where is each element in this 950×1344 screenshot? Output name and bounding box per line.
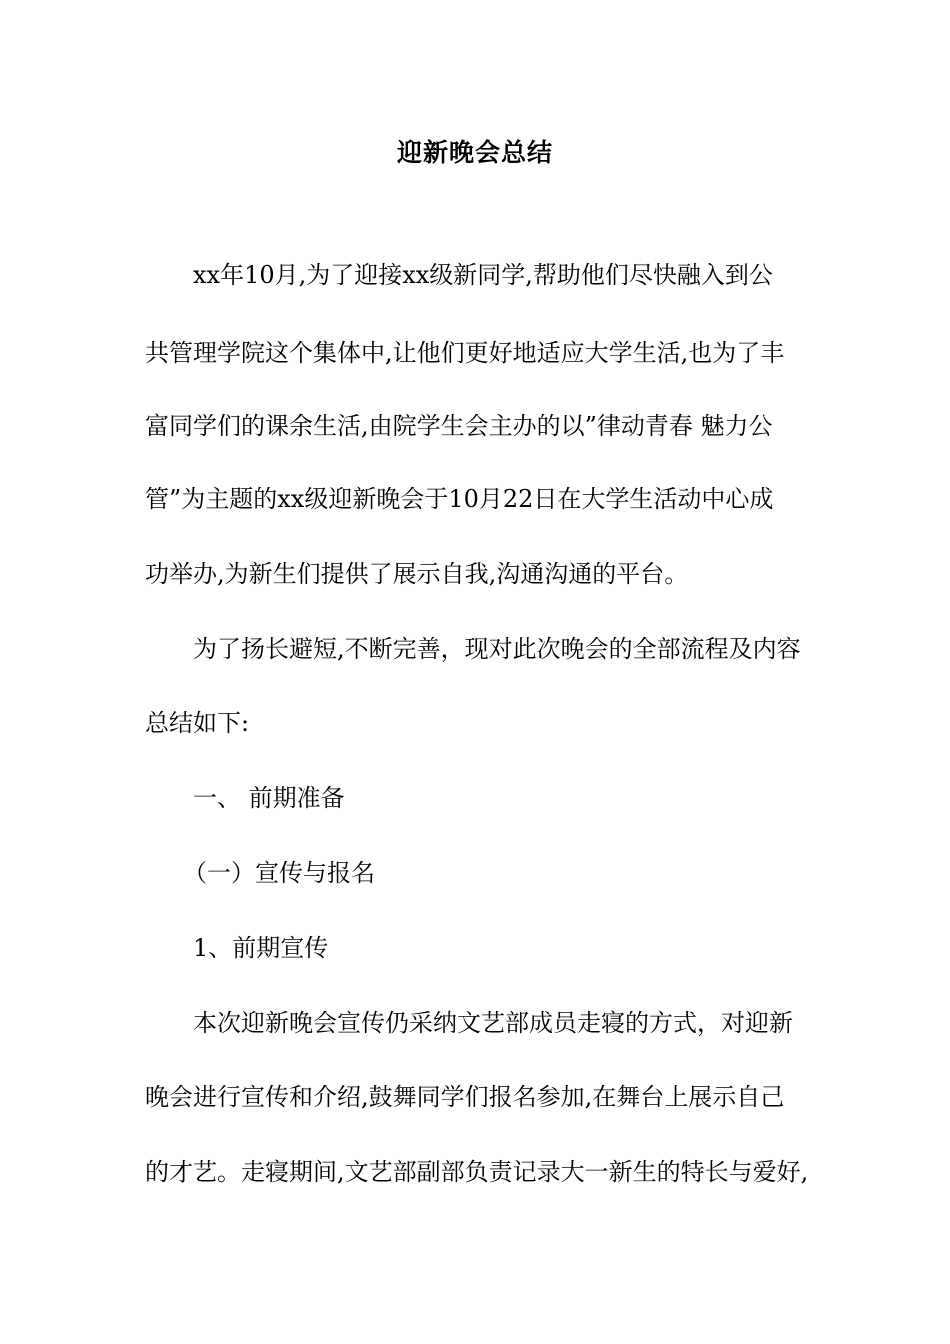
paragraph-1-line-4: 管”为主题的xx级迎新晚会于10月22日在大学生活动中心成 (145, 485, 774, 513)
paragraph-1-line-2: 共管理学院这个集体中,让他们更好地适应大学生活,也为了丰 (145, 339, 785, 367)
paragraph-1-line-3: 富同学们的课余生活,由院学生会主办的以”律动青春 魅力公 (145, 412, 773, 440)
paragraph-1-line-1: xx年10月,为了迎接xx级新同学,帮助他们尽快融入到公 (193, 261, 773, 289)
paragraph-3-line-1: 本次迎新晚会宣传仍采纳文艺部成员走寝的方式，对迎新 (193, 1009, 793, 1037)
paragraph-2-line-2: 总结如下: (145, 709, 250, 737)
paragraph-2-line-1: 为了扬长避短,不断完善，现对此次晚会的全部流程及内容 (193, 635, 801, 663)
document-title: 迎新晚会总结 (396, 138, 553, 167)
subsection-heading: （一）宣传与报名 (183, 859, 375, 887)
paragraph-3-line-3: 的才艺。走寝期间,文艺部副部负责记录大一新生的特长与爱好, (145, 1158, 809, 1186)
paragraph-3-line-2: 晚会进行宣传和介绍,鼓舞同学们报名参加,在舞台上展示自己 (145, 1083, 785, 1111)
paragraph-1-line-5: 功举办,为新生们提供了展示自我,沟通沟通的平台。 (145, 560, 689, 588)
item-heading: 1、前期宣传 (193, 934, 329, 962)
section-heading: 一、 前期准备 (193, 784, 345, 812)
